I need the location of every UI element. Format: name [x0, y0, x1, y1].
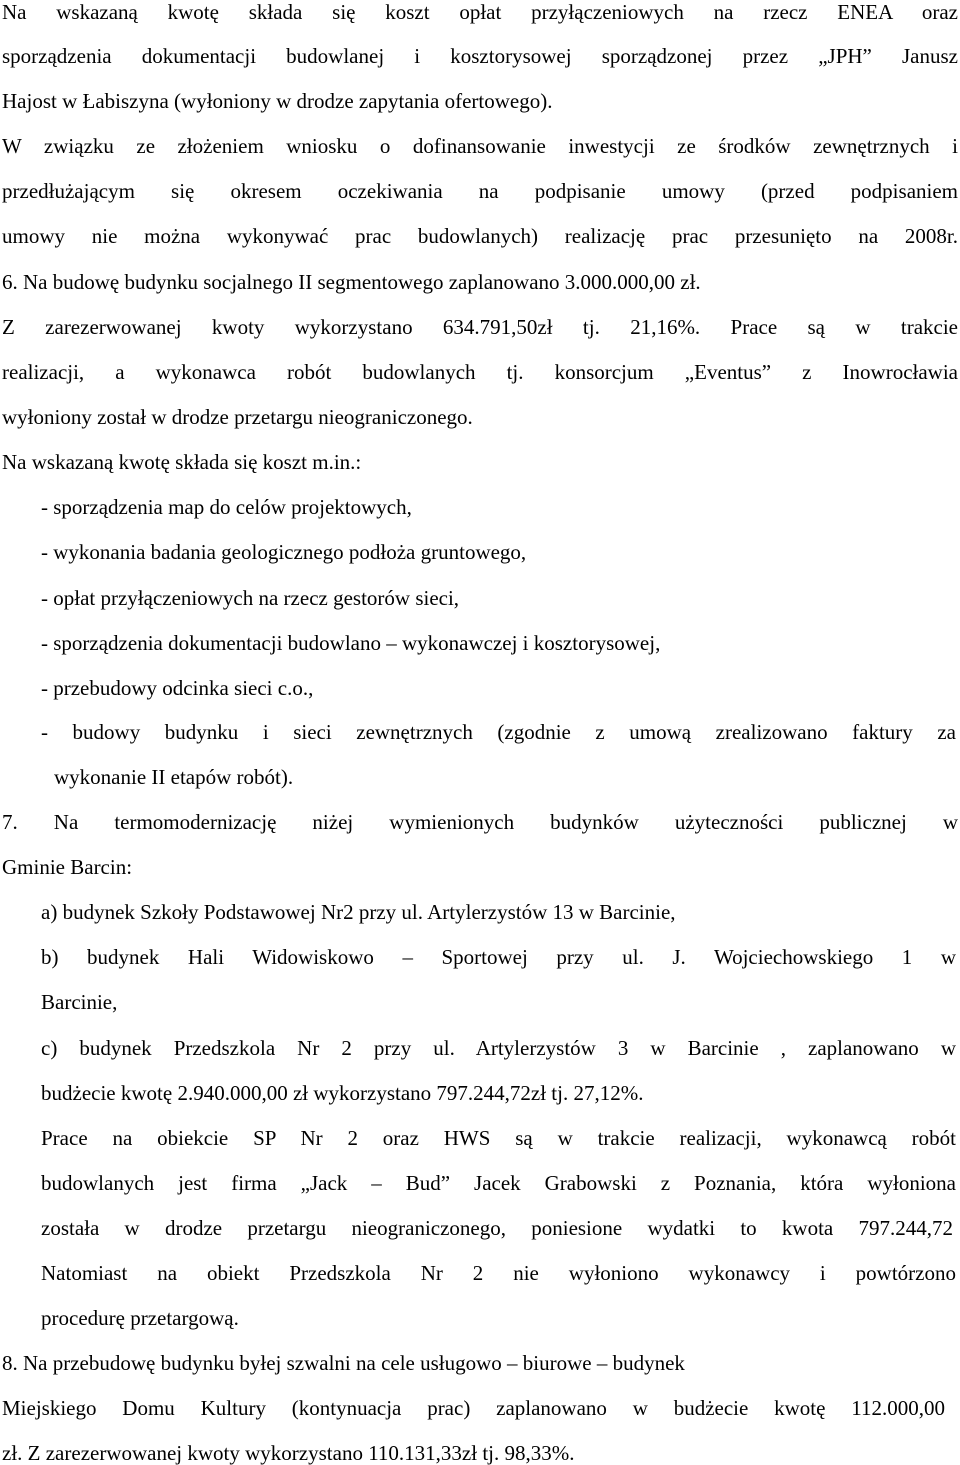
- paragraph-line: Hajost w Łabiszyna (wyłoniony w drodze zapytania ofertowego).: [2, 89, 553, 113]
- list-item: b) budynek Hali Widowiskowo – Sportowej przy ul. J. Wojciechowskiego 1 w: [41, 945, 956, 969]
- paragraph-line: procedurę przetargową.: [41, 1306, 239, 1330]
- paragraph-line: Prace na obiekcie SP Nr 2 oraz HWS są w trakcie realizacji, wykonawcą robót: [41, 1126, 956, 1150]
- paragraph-line: Miejskiego Domu Kultury (kontynuacja prac) zaplanowano w budżecie kwotę 112.000,00: [2, 1396, 945, 1420]
- list-item-continuation: wykonanie II etapów robót).: [54, 765, 294, 789]
- list-item: a) budynek Szkoły Podstawowej Nr2 przy ul. Artylerzystów 13 w Barcinie,: [41, 900, 676, 924]
- paragraph-line: W związku ze złożeniem wniosku o dofinansowanie inwestycji ze środków zewnętrznych i: [2, 134, 958, 158]
- list-item: - opłat przyłączeniowych na rzecz gestorów sieci,: [41, 586, 460, 610]
- list-item-continuation: budżecie kwotę 2.940.000,00 zł wykorzystano 797.244,72zł tj. 27,12%.: [41, 1081, 644, 1105]
- section-heading-8: 8. Na przebudowę budynku byłej szwalni na cele usługowo – biurowe – budynek: [2, 1351, 685, 1375]
- list-item: - sporządzenia map do celów projektowych,: [41, 495, 412, 519]
- paragraph-line: realizacji, a wykonawca robót budowlanych tj. konsorcjum „Eventus” z Inowrocławia: [2, 360, 958, 384]
- section-heading-6: 6. Na budowę budynku socjalnego II segmentowego zaplanowano 3.000.000,00 zł.: [2, 270, 701, 294]
- list-item: c) budynek Przedszkola Nr 2 przy ul. Artylerzystów 3 w Barcinie , zaplanowano w: [41, 1036, 956, 1060]
- paragraph-line: sporządzenia dokumentacji budowlanej i kosztorysowej sporządzonej przez „JPH” Janusz: [2, 44, 958, 68]
- list-item: - przebudowy odcinka sieci c.o.,: [41, 676, 314, 700]
- paragraph-line: Z zarezerwowanej kwoty wykorzystano 634.791,50zł tj. 21,16%. Prace są w trakcie: [2, 315, 958, 339]
- paragraph-line: zł. Z zarezerwowanej kwoty wykorzystano 110.131,33zł tj. 98,33%.: [2, 1441, 575, 1465]
- paragraph-line: Natomiast na obiekt Przedszkola Nr 2 nie wyłoniono wykonawcy i powtórzono: [41, 1261, 956, 1285]
- list-item-continuation: Barcinie,: [41, 990, 118, 1014]
- paragraph-line: Na wskazaną kwotę składa się koszt opłat przyłączeniowych na rzecz ENEA oraz: [2, 0, 958, 24]
- list-item: - sporządzenia dokumentacji budowlano – wykonawczej i kosztorysowej,: [41, 631, 661, 655]
- list-item: - budowy budynku i sieci zewnętrznych (zgodnie z umową zrealizowano faktury za: [41, 720, 956, 744]
- paragraph-line: Na wskazaną kwotę składa się koszt m.in.:: [2, 450, 362, 474]
- paragraph-line: Gminie Barcin:: [2, 855, 133, 879]
- list-item: - wykonania badania geologicznego podłoża gruntowego,: [41, 540, 527, 564]
- section-heading-7: 7. Na termomodernizację niżej wymienionych budynków użyteczności publicznej w: [2, 810, 958, 834]
- paragraph-line: została w drodze przetargu nieograniczonego, poniesione wydatki to kwota 797.244,72: [41, 1216, 953, 1240]
- paragraph-line: umowy nie można wykonywać prac budowlanych) realizację prac przesunięto na 2008r.: [2, 224, 958, 248]
- paragraph-line: wyłoniony został w drodze przetargu nieograniczonego.: [2, 405, 473, 429]
- paragraph-line: przedłużającym się okresem oczekiwania na podpisanie umowy (przed podpisaniem: [2, 179, 958, 203]
- paragraph-line: budowlanych jest firma „Jack – Bud” Jacek Grabowski z Poznania, która wyłoniona: [41, 1171, 956, 1195]
